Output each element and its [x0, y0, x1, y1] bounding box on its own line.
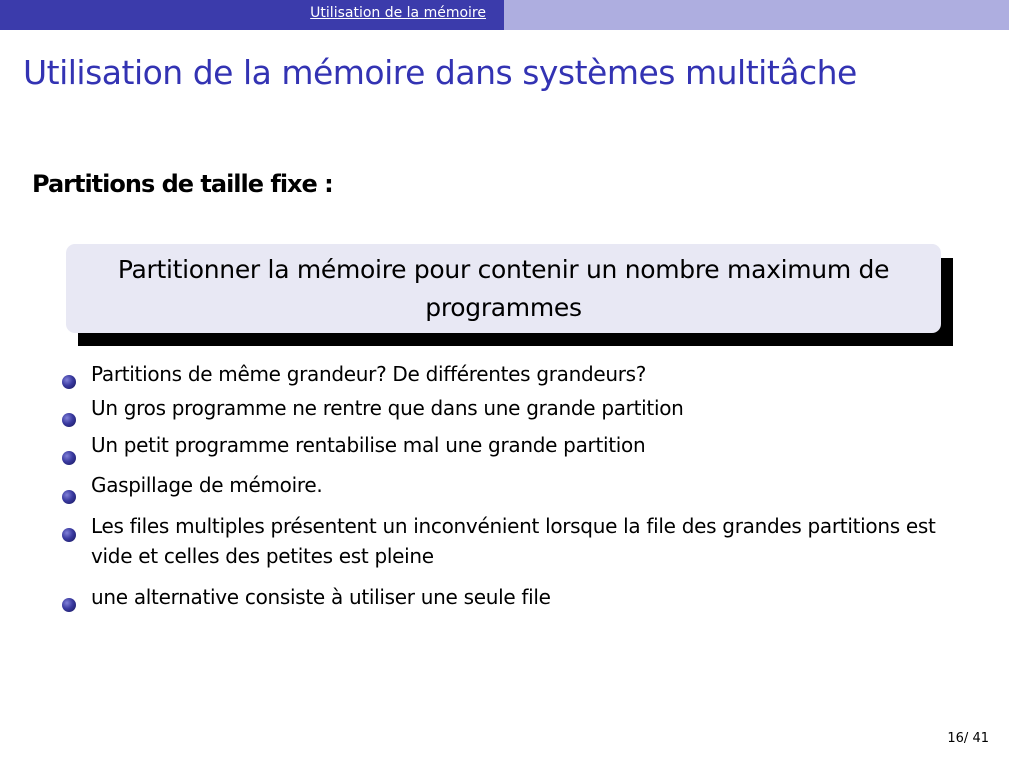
headline-bar: [0, 0, 1009, 30]
subheading: Partitions de taille fixe :: [32, 170, 333, 198]
ball-bullet-icon: [62, 598, 76, 612]
section-link[interactable]: Utilisation de la mémoire: [310, 5, 486, 21]
list-item-text: Gaspillage de mémoire.: [91, 473, 323, 497]
headline-right-panel: [504, 0, 1009, 30]
list-item-text: une alternative consiste à utiliser une seule file: [91, 585, 551, 609]
ball-bullet-icon: [62, 490, 76, 504]
ball-bullet-icon: [62, 375, 76, 389]
list-item-text: Les files multiples présentent un inconvénient lorsque la file des grandes partitions est vide et celles des petites est pleine: [91, 514, 936, 568]
block-text: Partitionner la mémoire pour contenir un nombre maximum de programmes: [117, 254, 890, 322]
ball-bullet-icon: [62, 528, 76, 542]
list-item-text: Partitions de même grandeur? De différentes grandeurs?: [91, 362, 647, 386]
headline-left-panel: [0, 0, 504, 30]
page-number: 16/ 41: [947, 731, 989, 746]
frame-title: Utilisation de la mémoire dans systèmes multitâche: [23, 53, 857, 92]
ball-bullet-icon: [62, 413, 76, 427]
highlight-block: [66, 244, 941, 333]
list-item-text: Un petit programme rentabilise mal une grande partition: [91, 433, 646, 457]
ball-bullet-icon: [62, 451, 76, 465]
list-item-text: Un gros programme ne rentre que dans une grande partition: [91, 396, 684, 420]
